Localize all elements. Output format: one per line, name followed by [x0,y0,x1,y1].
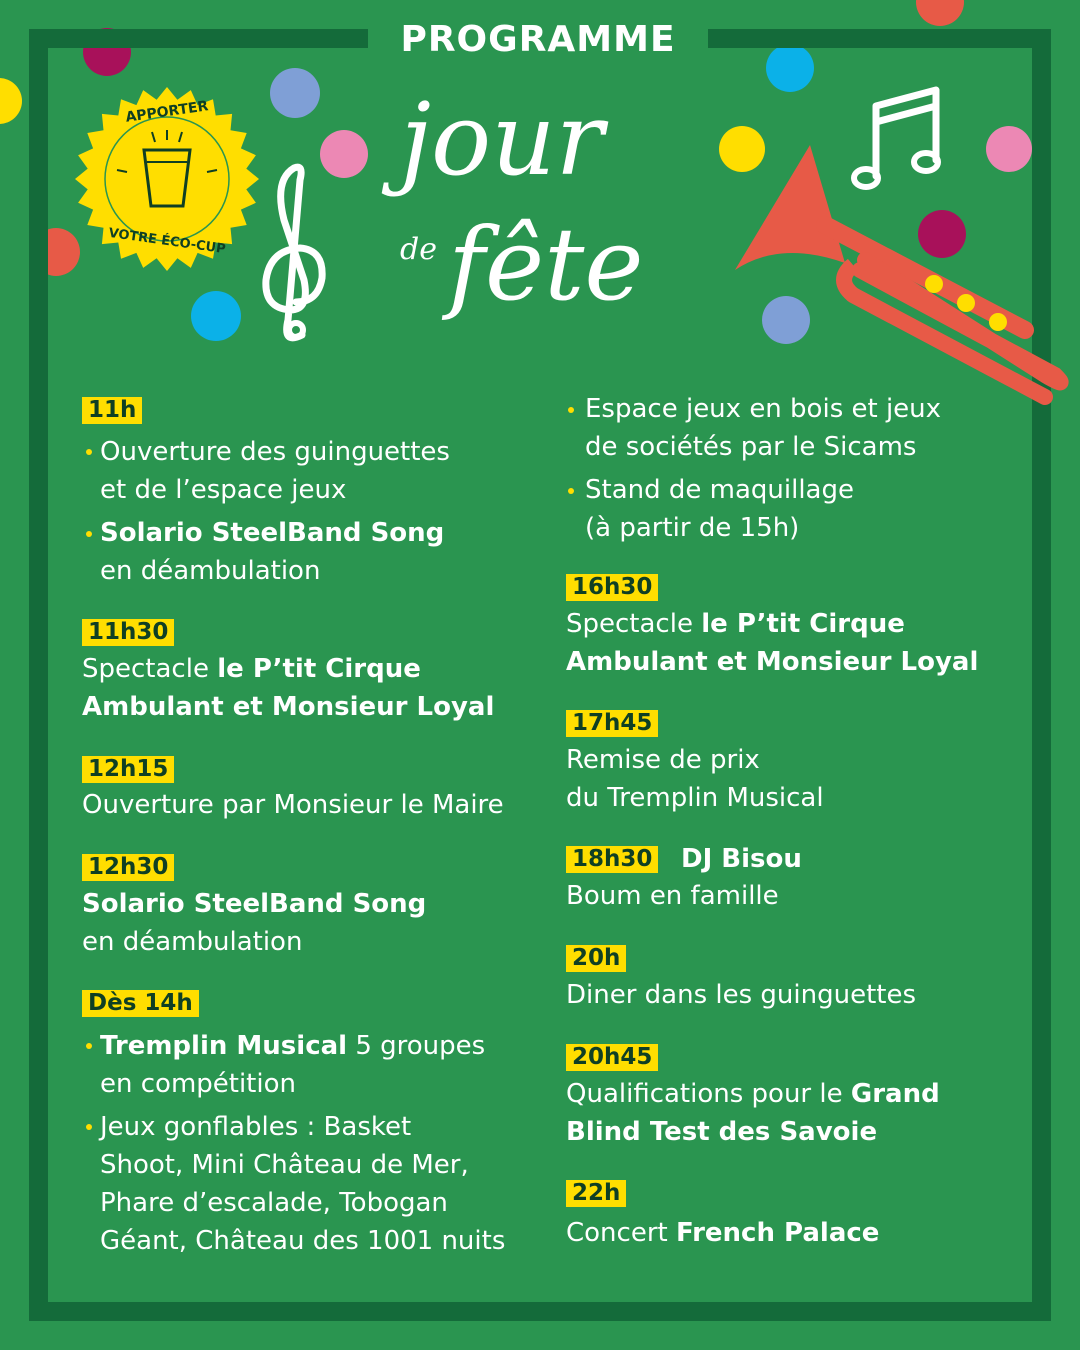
event-prefix: Spectacle [82,654,218,684]
time-tag: 11h [82,397,142,424]
event-text [82,650,421,688]
event-text: et de l’espace jeux [100,475,347,505]
bullet [86,531,92,537]
event-text: du Tremplin Musical [566,783,824,813]
bullet [86,449,92,455]
event-performer: French Palace [675,1218,880,1248]
event-text: Jeux gonflables : Basket [100,1112,412,1142]
event-performer: Grand [850,1079,940,1109]
event-text: en compétition [100,1069,296,1099]
event-text: Boum en famille [566,881,779,911]
logo-word-fete: fête [448,206,644,323]
badge-bottom-text: VOTRE ÉCO-CUP [107,225,227,258]
confetti-dot [916,0,964,26]
event-performer: Solario SteelBand Song [82,889,427,919]
event-text: Ouverture par Monsieur le Maire [82,790,504,820]
event-performer: Tremplin Musical [100,1031,348,1061]
event-performer: le P’tit Cirque [217,654,421,684]
event-text: Remise de prix [566,745,760,775]
programme-title: PROGRAMME [400,19,676,60]
time-tag: 20h [566,945,626,972]
event-text: (à partir de 15h) [585,513,800,543]
event-text: Phare d’escalade, Tobogan [100,1188,448,1218]
event-text: Stand de maquillage [585,475,854,505]
time-tag: 22h [566,1180,626,1207]
logo-word-de: de [400,232,437,267]
event-performer: le P’tit Cirque [701,609,905,639]
event-text: Espace jeux en bois et jeux [585,394,942,424]
event-prefix: Qualifications pour le [566,1079,851,1109]
time-tag: 17h45 [566,710,658,737]
time-tag: 12h30 [82,854,174,881]
event-performer: Solario SteelBand Song [100,518,445,548]
logo-word-jour: jour [400,81,604,198]
event-performer: DJ Bisou [681,844,802,874]
time-tag: 18h30 [566,846,658,873]
event-text-rest: 5 groupes [347,1031,486,1061]
bullet [86,1043,92,1049]
music-note-icon [850,84,950,194]
bullet [86,1124,92,1130]
time-tag: 20h45 [566,1044,658,1071]
event-text: Géant, Château des 1001 nuits [100,1226,506,1256]
event-prefix: Concert [566,1218,676,1248]
event-performer: Ambulant et Monsieur Loyal [566,647,979,677]
event-text [100,1027,485,1065]
time-tag: 12h15 [82,756,174,783]
badge-top-text: APPORTER [124,98,210,126]
event-performer: Ambulant et Monsieur Loyal [82,692,495,722]
time-tag: 11h30 [82,619,174,646]
event-prefix: Spectacle [566,609,702,639]
event-text: en déambulation [82,927,303,957]
event-text: Shoot, Mini Château de Mer, [100,1150,469,1180]
event-text: Diner dans les guinguettes [566,980,917,1010]
event-text: Ouverture des guinguettes [100,437,450,467]
event-text: en déambulation [100,556,321,586]
event-text: de sociétés par le Sicams [585,432,917,462]
time-tag: 16h30 [566,574,658,601]
time-tag: Dès 14h [82,990,199,1017]
event-performer: Blind Test des Savoie [566,1117,878,1147]
